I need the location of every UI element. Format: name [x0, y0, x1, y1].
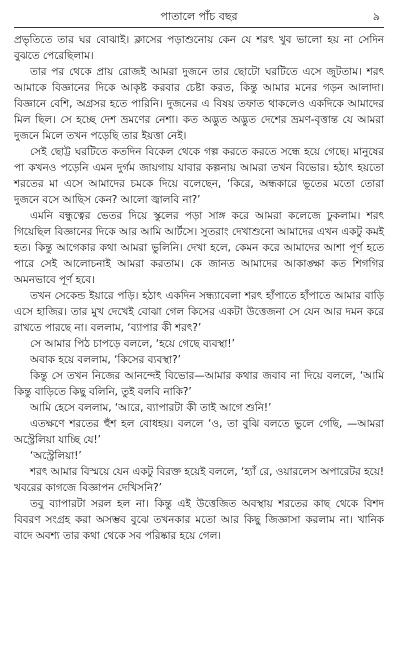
paragraph: তবু ব্যাপারটা সরল হল না। কিন্তু এই উত্তেজিত অবস্থায় শরতের কাছ থেকে বিশদ বিবরণ সংগ্রহ করা অসম্ভব বুঝে তখনকার মতো আর কিছু জিজ্ঞাসা করলাম না। খানিক বাদে অবশ্য তার কথা থেকে সব পরিষ্কার হয়ে গেল। — [14, 498, 384, 542]
header-rule — [14, 27, 384, 28]
body-text — [14, 32, 384, 544]
dialogue-line: সে আমার পিঠ চাপড়ে বললে, ‘হয়ে গেছে ব্যবস্থা!’ — [30, 338, 235, 350]
paragraph: শরৎ আমার বিস্ময়ে যেন একটু বিরক্ত হয়েই বললে, ‘হ্যাঁ রে, ওয়ারলেস অপারেটর হয়ে! খবরের কাগজে বিজ্ঞাপন দেখিসনি?’ — [14, 466, 384, 494]
running-title: পাতালে পাঁচ বছর — [160, 10, 238, 23]
page-number: ৯ — [372, 10, 380, 23]
paragraph: প্রভৃতিতে তার ঘর বোঝাই। ক্লাসের পড়াশুনোয় কেন যে শরৎ খুব ভালো হয় না সেদিন বুঝতে পেরেছিলাম। — [14, 34, 384, 62]
dialogue-line: অবাক হয়ে বললাম, ‘কিসের ব্যবস্থা?’ — [30, 354, 181, 366]
paragraph: সেই ছোট্ট ঘরটিতে কতদিন বিকেল থেকে গল্প করতে করতে সন্ধে হয়ে গেছে। মানুষের পা কখনও পড়েনি এমন দুর্গম জায়গায় যাবার কল্পনায় আমরা তখন বিভোর। হঠাৎ হয়তো শরতের মা এসে আমাদের চমকে দিয়ে বলেছেন, ‘কিরে, অন্ধকারে ভূতের মতো তোরা দুজনে বসে আছিস কেন? আলো জ্বালবি না?’ — [14, 146, 384, 206]
paragraph: তখন সেকেন্ড ইয়ারে পড়ি। হঠাৎ একদিন সন্ধ্যাবেলা শরৎ হাঁপাতে হাঁপাতে আমার বাড়ি এসে হাজির। তার মুখ দেখেই বোঝা গেল কিসের একটা উত্তেজনা সে যেন আর দমন করে রাখতে পারছে না। বললাম, ‘ব্যাপার কী শরৎ?’ — [14, 290, 384, 334]
page-header — [14, 6, 384, 26]
paragraph: এমনি বন্ধুত্বের ভেতর দিয়ে স্কুলের পড়া সাঙ্গ করে আমরা কলেজে ঢুকলাম। শরৎ গিয়েছিল বিজ্ঞানের দিকে আর আমি আর্টসে। সুতরাং দেখাশুনো আমাদের এখন একটু কমই হত। কিন্তু আগেকার কথা আমরা ভুলিনি। দেখা হলে, কেমন করে আমাদের আশা পূর্ণ হতে পারে সেই আলোচনাই আমরা করতাম। কে জানত আমাদের আকাঙ্ক্ষা কত শিগগির অমনভাবে পূর্ণ হবে। — [14, 210, 384, 286]
dialogue-line: আমি হেসে বললাম, ‘আরে, ব্যাপারটা কী তাই আগে শুনি!’ — [30, 402, 272, 414]
paragraph: কিন্তু সে তখন নিজের আনন্দেই বিভোর—আমার কথার জবাব না দিয়ে বললে, ‘আমি কিন্তু বাড়িতে কিছু বলিনি, তুই বলবি নাকি?’ — [14, 370, 384, 398]
paragraph: এতক্ষণে শরতের হুঁশ হল বোধহয়। বললে ‘ও, তা বুঝি বলতে ভুলে গেছি, —আমরা অস্ট্রেলিয়া যাচ্ছি যে!’ — [14, 418, 384, 446]
dialogue-line: ‘অস্ট্রেলিয়া!’ — [30, 450, 82, 462]
paragraph: তার পর থেকে প্রায় রোজই আমরা দুজনে তার ছোটো ঘরটিতে এসে জুটতাম। শরৎ আমাকে বিজ্ঞানের দিকে আকৃষ্ট করবার চেষ্টা করত, কিন্তু আমার মনের গড়ন আলাদা। বিজ্ঞানে বেশি, অগ্রসর হতে পারিনি। দুজনের এ বিষয় তফাত থাকলেও একদিকে আমাদের মিল ছিল। সে হচ্ছে দেশ ভ্রমণের নেশা। কত অদ্ভুত অদ্ভুত দেশের ভ্রমণ-বৃত্তান্ত যে আমরা দুজনে মিলে তখন পড়েছি তার ইয়ত্তা নেই। — [14, 66, 384, 142]
